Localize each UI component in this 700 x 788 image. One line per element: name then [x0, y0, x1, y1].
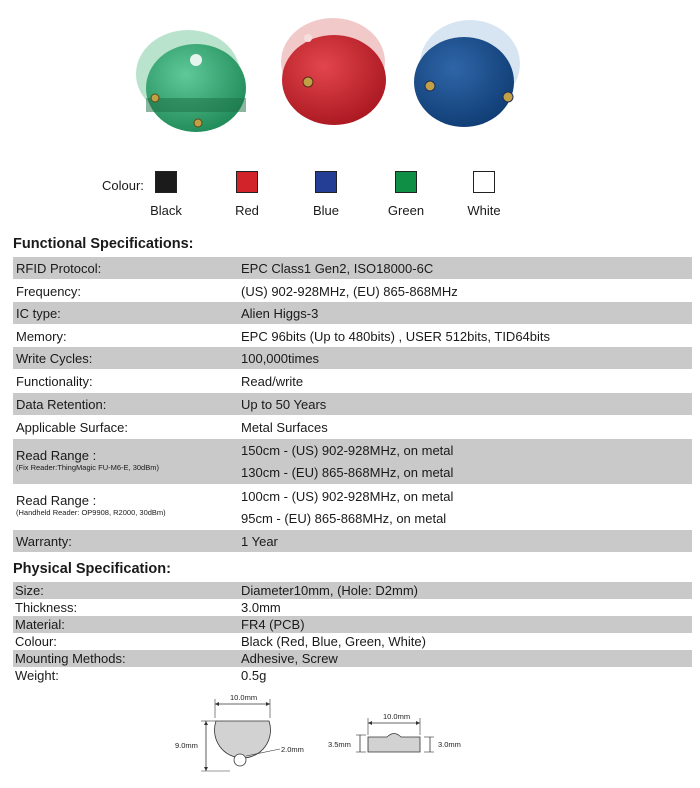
spec-value: 130cm - (EU) 865-868MHz, on metal: [241, 465, 454, 480]
phys-key: Colour:: [15, 634, 57, 649]
phys-key: Material:: [15, 617, 65, 632]
phys-key: Mounting Methods:: [15, 651, 126, 666]
spec-value: Metal Surfaces: [241, 420, 328, 435]
dimension-drawing: [160, 690, 480, 785]
spec-key: Write Cycles:: [16, 351, 93, 366]
spec-key: Memory:: [16, 329, 67, 344]
spec-key-note: (Fix Reader:ThingMagic FU-M6-E, 30dBm): [16, 463, 159, 472]
phys-key: Weight:: [15, 668, 59, 683]
phys-row: [13, 667, 692, 684]
phys-key: Size:: [15, 583, 44, 598]
spec-key: Applicable Surface:: [16, 420, 129, 435]
spec-key: Frequency:: [16, 284, 82, 299]
side-view-drawing: [328, 712, 461, 752]
phys-row: [13, 582, 692, 599]
swatch-label-white: White: [467, 203, 501, 218]
spec-row: [13, 370, 692, 392]
swatch-label-red: Red: [235, 203, 259, 218]
green-tag: [136, 30, 246, 132]
spec-value: Read/write: [241, 374, 304, 389]
spec-key: Read Range :: [16, 493, 97, 508]
spec-key: Functionality:: [16, 374, 93, 389]
spec-value: 1 Year: [241, 534, 278, 549]
swatch-label-blue: Blue: [312, 203, 340, 218]
phys-value: 0.5g: [241, 668, 267, 683]
phys-row: [13, 633, 692, 650]
spec-value: Alien Higgs-3: [241, 306, 319, 321]
hole-label: 2.0mm: [281, 745, 304, 754]
swatch-white: [473, 171, 495, 193]
phys-key: Thickness:: [15, 600, 78, 615]
spec-key: Data Retention:: [16, 397, 107, 412]
blue-tag: [414, 20, 520, 127]
spec-key: RFID Protocol:: [16, 261, 102, 276]
phys-value: Diameter10mm, (Hole: D2mm): [241, 583, 418, 598]
spec-value: EPC 96bits (Up to 480bits) , USER 512bits, TID64bits: [241, 329, 551, 344]
phys-row: [13, 599, 692, 616]
phys-value: Black (Red, Blue, Green, White): [241, 634, 426, 649]
red-tag: [281, 18, 386, 125]
swatch-red: [236, 171, 258, 193]
spec-row: [13, 325, 692, 347]
spec-value: 95cm - (EU) 865-868MHz, on metal: [241, 511, 447, 526]
swatch-green: [395, 171, 417, 193]
spec-value: 100,000times: [241, 351, 320, 366]
top-width-label: 10.0mm: [230, 693, 258, 702]
top-view-drawing: [175, 693, 304, 771]
phys-value: FR4 (PCB): [241, 617, 305, 632]
functional-heading: Functional Specifications:: [13, 236, 194, 252]
side-right-label: 3.0mm: [438, 740, 461, 749]
spec-row: [13, 530, 692, 552]
colour-label: Colour:: [102, 178, 144, 193]
spec-key: Warranty:: [16, 534, 72, 549]
spec-key: IC type:: [16, 306, 61, 321]
spec-row: [13, 302, 692, 324]
side-width-label: 10.0mm: [383, 712, 411, 721]
spec-key-note: (Handheld Reader: OP9908, R2000, 30dBm): [16, 508, 166, 517]
phys-value: Adhesive, Screw: [241, 651, 338, 666]
phys-row: [13, 650, 692, 667]
swatch-label-green: Green: [387, 203, 425, 218]
top-height-label: 9.0mm: [175, 741, 198, 750]
swatch-black: [155, 171, 177, 193]
spec-value: 100cm - (US) 902-928MHz, on metal: [241, 489, 454, 504]
spec-key: Read Range :: [16, 448, 97, 463]
phys-row: [13, 616, 692, 633]
spec-row: [13, 393, 692, 415]
spec-row: [13, 416, 692, 438]
spec-value: Up to 50 Years: [241, 397, 327, 412]
spec-value: 150cm - (US) 902-928MHz, on metal: [241, 443, 454, 458]
tags-photo-illustration: [108, 2, 548, 165]
spec-row: [13, 347, 692, 369]
spec-row: [13, 257, 692, 279]
physical-heading: Physical Specification:: [13, 561, 171, 577]
spec-value: (US) 902-928MHz, (EU) 865-868MHz: [241, 284, 458, 299]
swatch-label-black: Black: [150, 203, 182, 218]
product-photo: [108, 2, 548, 165]
side-left-label: 3.5mm: [328, 740, 351, 749]
spec-row-read-range-handheld: [13, 485, 692, 530]
spec-value: EPC Class1 Gen2, ISO18000-6C: [241, 261, 434, 276]
spec-row-read-range-fix: [13, 439, 692, 484]
spec-row: [13, 280, 692, 302]
swatch-blue: [315, 171, 337, 193]
phys-value: 3.0mm: [241, 600, 281, 615]
